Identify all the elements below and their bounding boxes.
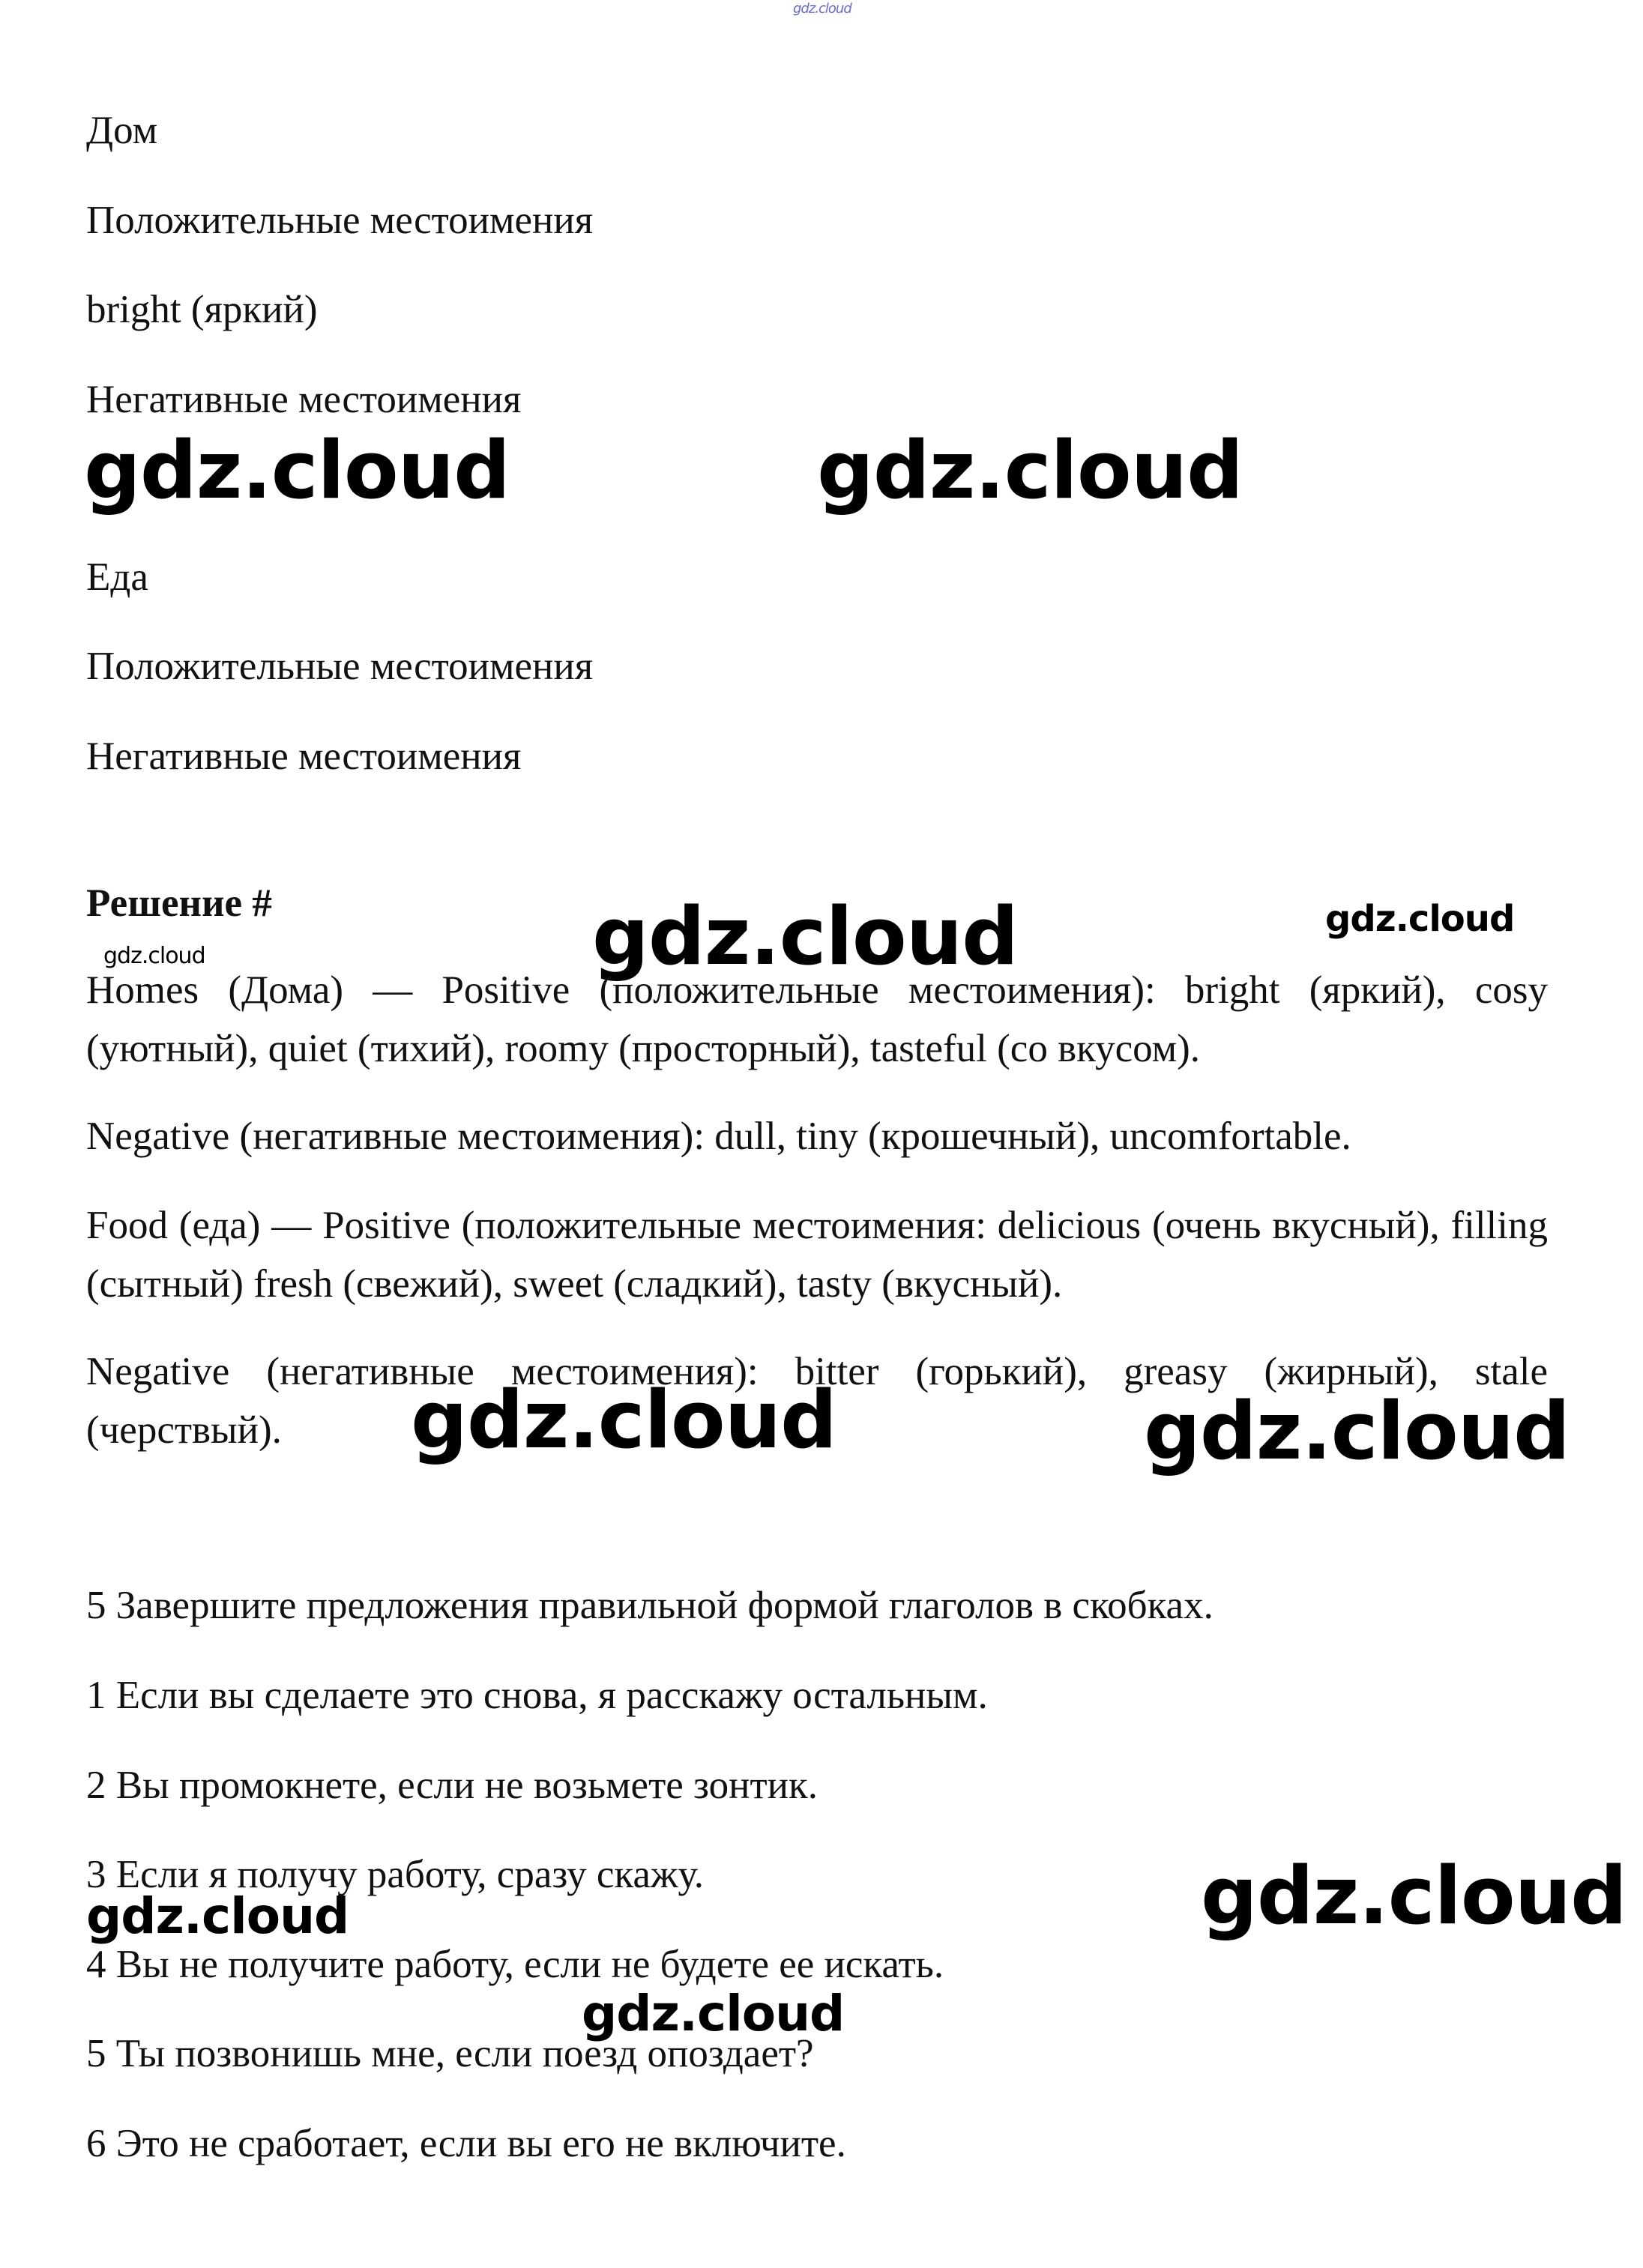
exercise-item: 5 Ты позвонишь мне, если поезд опоздает?	[86, 2032, 814, 2075]
exercise-item: 4 Вы не получите работу, если не будете ее искать.	[86, 1943, 944, 1986]
home-negative-label: Негативные местоимения	[86, 378, 522, 421]
solution-food-positive: Food (еда) — Positive (положительные местоимения: delicious (очень вкусный), filling (сытный) fresh (свежий), sweet (сладкий), tasty (вкусный).	[86, 1204, 1548, 1306]
watermark: gdz.cloud	[103, 943, 205, 969]
exercise-item: 6 Это не сработает, если вы его не включите.	[86, 2122, 846, 2165]
watermark: gdz.cloud	[84, 424, 510, 516]
watermark: gdz.cloud	[1144, 1385, 1570, 1477]
watermark: gdz.cloud	[1325, 898, 1515, 940]
home-positive-label: Положительные местоимения	[86, 199, 594, 242]
watermark: gdz.cloud	[582, 1985, 845, 2042]
exercise-item: 2 Вы промокнете, если не возьмете зонтик.	[86, 1764, 819, 1807]
home-positive-example: bright (яркий)	[86, 288, 318, 331]
watermark: gdz.cloud	[1201, 1850, 1627, 1942]
exercise-item: 3 Если я получу работу, сразу скажу.	[86, 1853, 704, 1896]
watermark-top: gdz.cloud	[793, 1, 851, 16]
food-negative-label: Негативные местоимения	[86, 735, 522, 778]
solution-food-negative: Negative (негативные местоимения): bitter (горький), greasy (жирный), stale (черствый).	[86, 1350, 1548, 1452]
solution-heading: Решение #	[86, 881, 272, 925]
solution-homes-positive: Homes (Дома) — Positive (положительные местоимения): bright (яркий), cosy (уютный), quiet (тихий), roomy (просторный), tasteful (со вкусом).	[86, 968, 1548, 1070]
watermark: gdz.cloud	[86, 1887, 349, 1945]
watermark: gdz.cloud	[592, 890, 1019, 983]
exercise-title: 5 Завершите предложения правильной формой глаголов в скобках.	[86, 1584, 1214, 1627]
food-positive-label: Положительные местоимения	[86, 645, 594, 688]
solution-homes-negative: Negative (негативные местоимения): dull, tiny (крошечный), uncomfortable.	[86, 1115, 1351, 1158]
home-title: Дом	[86, 109, 158, 152]
food-title: Еда	[86, 555, 148, 599]
watermark: gdz.cloud	[411, 1374, 837, 1466]
watermark: gdz.cloud	[817, 424, 1243, 516]
exercise-item: 1 Если вы сделаете это снова, я расскажу остальным.	[86, 1674, 988, 1717]
